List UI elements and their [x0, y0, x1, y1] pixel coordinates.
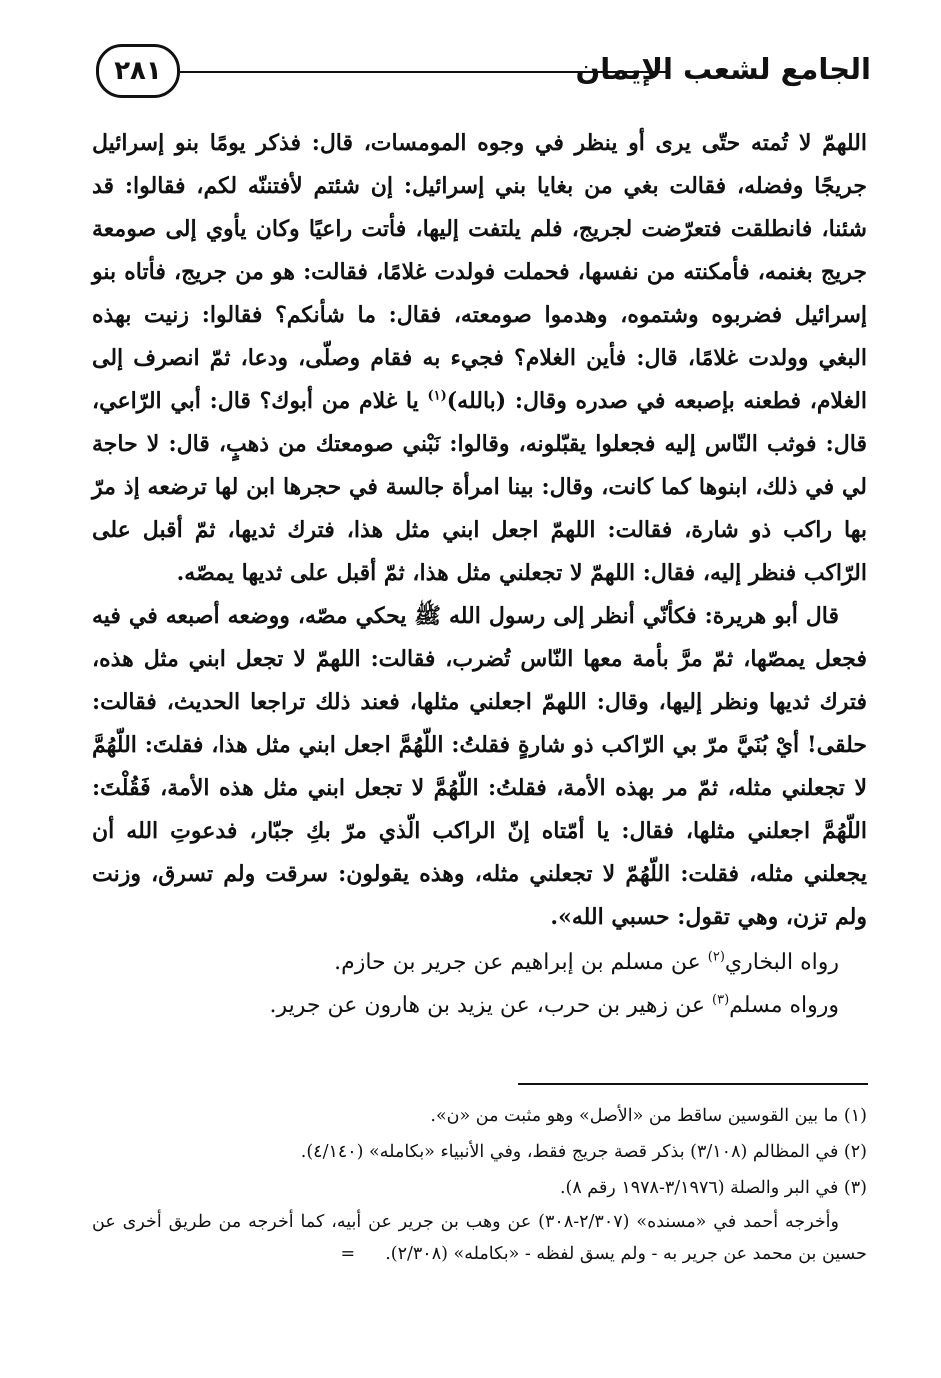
footnote: (٢) في المظالم (٣/١٠٨) بذكر قصة جريج فقط، وفي الأنبياء «بكامله» (٤/١٤٠). — [300, 1142, 867, 1162]
paragraph-text: يا غلام من أبوك؟ قال: أبي الرّاعي، قال: فوثب النّاس إليه فجعلوا يقبّلونه، وقالوا: نَبْني صومعتك من ذهبٍ، قال: لا حاجة لي في ذلك، ابنوها كما كانت، وقال: بينا امرأة جالسة في حجرها ابن لها ترضعه إذ مرّ بها راكب ذو شارة، فقالت: اللهمّ اجعل ابني مثل هذا، فترك ثديها، ثمّ أقبل على الرّاكب فنظر إليه، فقال: اللهمّ لا تجعلني مثل هذا، ثمّ أقبل على ثديها يمصّه. — [92, 388, 867, 586]
footnote-text: وأخرجه أحمد في «مسنده» (٢/٣٠٧-٣٠٨) عن وهب بن جرير عن أبيه، كما أخرجه من طريق أخرى عن حسين بن محمد عن جرير به - ولم يسق لفظه - «بكامله» (٢/٣٠٨). — [92, 1212, 867, 1264]
page-number: ٢٨١ — [114, 56, 162, 86]
footnote: (٣) في البر والصلة (٣/١٩٧٦-١٩٧٨ رقم ٨). — [559, 1178, 867, 1198]
hadith-sources — [92, 941, 867, 1027]
footnote-separator — [518, 1083, 868, 1085]
header-rule — [180, 71, 669, 73]
page-header — [96, 40, 871, 102]
source-line — [92, 941, 867, 984]
footnote-ref: (١) — [427, 388, 447, 404]
source-text: عن زهير بن حرب، عن يزيد بن هارون عن جرير. — [269, 993, 713, 1018]
source-line — [92, 984, 867, 1027]
footnotes — [92, 1098, 867, 1270]
page-number-badge — [96, 44, 180, 98]
footnote-ref: (٣) — [712, 992, 730, 1008]
paragraph — [92, 122, 867, 595]
paragraph-text: اللهمّ لا تُمته حتّى يرى أو ينظر في وجوه المومسات، قال: فذكر يومًا بنو إسرائيل جريجًا وفضله، فقالت بغي من بغايا بني إسرائيل: إن شئتم لأفتننّه لكم، فقالوا: قد شئنا، فانطلقت فتعرّضت لجريج، فلم يلتفت إليها، فأتت راعيًا وكان يأوي إلى صومعة جريج بغنمه، فأمكنته من نفسها، فحملت فولدت غلامًا، فقالت: هو من جريج، فأتاه بنو إسرائيل فضربوه وشتموه، وهدموا صومعته، فقال: ما شأنكم؟ فقالوا: زنيت بهذه البغي وولدت غلامًا، قال: فأين الغلام؟ فجيء به فقام وصلّى، ودعا، ثمّ انصرف إلى الغلام، فطعنه بإصبعه في صدره وقال: (بالله) — [92, 130, 867, 414]
main-text — [92, 122, 867, 1027]
footnote-ref: (٢) — [707, 949, 725, 965]
continuation-mark: = — [340, 1244, 356, 1264]
footnote-continuation — [92, 1206, 867, 1270]
footnote: (١) ما بين القوسين ساقط من «الأصل» وهو مثبت من «ن». — [430, 1106, 867, 1126]
source-text: رواه البخاري — [724, 950, 839, 975]
paragraph: قال أبو هريرة: فكأنّي أنظر إلى رسول الله ﷺ يحكي مصّه، ووضعه أصبعه في فيه فجعل يمصّها، ثمّ مرَّ بأمة معها النّاس تُضرب، فقالت: اللهمّ لا تجعل ابني مثل هذه، فترك ثديها ونظر إليها، وقال: اللهمّ اجعلني مثلها، فعند ذلك تراجعا الحديث، فقالت: حلقى! أيْ بُنَيَّ مرّ بي الرّاكب ذو شارةٍ فقلتُ: اللّهُمَّ اجعل ابني مثل هذا، فقلتَ: اللّهُمَّ لا تجعلني مثله، ثمّ مر بهذه الأمة، فقلتُ: اللّهُمَّ لا تجعل ابني مثل هذه الأمة، فَقُلْتَ: اللّهُمَّ اجعلني مثلها، فقال: يا أمّتاه إنّ الراكب الّذي مرّ بكِ جبّار، فدعوتِ الله أن يجعلني مثله، فقلت: اللّهُمّ لا تجعلني مثله، وهذه يقولون: سرقت ولم تسرق، وزنت ولم تزن، وهي تقول: حسبي الله». — [92, 603, 867, 930]
source-text: عن مسلم بن إبراهيم عن جرير بن حازم. — [334, 950, 708, 975]
source-text: ورواه مسلم — [729, 993, 839, 1018]
running-title: الجامع لشعب الإيمان — [575, 52, 871, 86]
